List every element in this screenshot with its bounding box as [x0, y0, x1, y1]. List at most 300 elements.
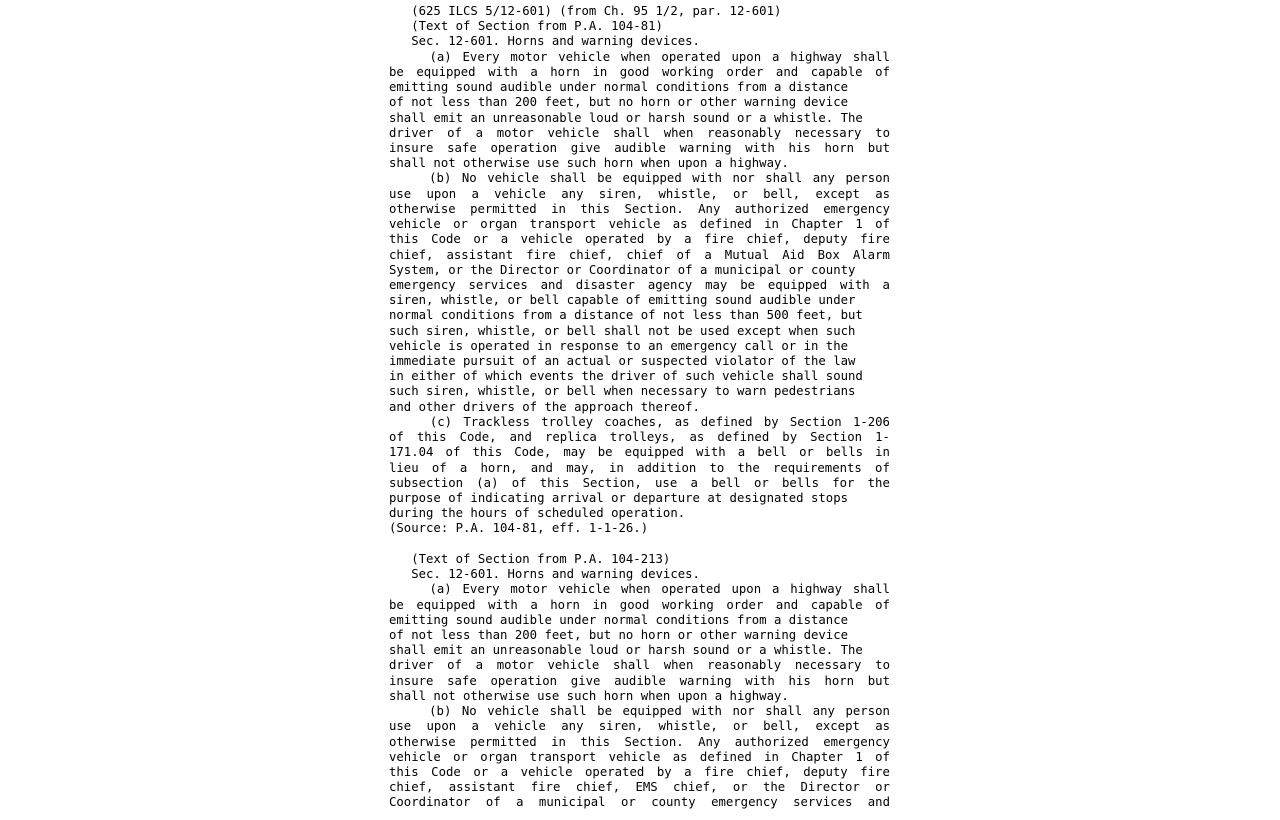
word: in: [764, 217, 779, 232]
body-line: [389, 704, 890, 719]
word: to: [709, 460, 725, 475]
word: Coordinator: [389, 795, 471, 810]
body-line: [389, 217, 890, 232]
word: of: [875, 217, 890, 232]
word: a: [737, 445, 746, 460]
word: upon: [731, 49, 762, 64]
word: be: [597, 704, 612, 719]
word: a: [882, 277, 890, 292]
word: municipal: [538, 795, 606, 810]
word: reasonably: [707, 658, 782, 673]
word: No: [461, 171, 477, 186]
word: agency: [647, 277, 693, 292]
word: with: [840, 277, 870, 292]
body-line: in either of which events the driver of such vehicle shall sound: [389, 369, 863, 384]
word: of: [875, 64, 890, 79]
word: as: [875, 186, 890, 201]
word: Code: [431, 232, 461, 247]
word: insure: [389, 140, 434, 155]
word: the: [762, 780, 786, 795]
word: vehicle: [389, 749, 441, 764]
word: a: [459, 460, 468, 475]
word: use: [389, 719, 412, 734]
word: audible: [614, 673, 666, 688]
word: in: [592, 64, 608, 79]
word: in: [551, 734, 566, 749]
body-line: [389, 461, 890, 476]
word: defined: [699, 749, 752, 764]
word: equipped: [416, 64, 476, 79]
word: any: [812, 704, 835, 719]
word: equipped: [767, 277, 828, 292]
word: vehicle: [487, 171, 540, 186]
word: chief: [626, 247, 664, 262]
body-line: siren, whistle, or bell capable of emitting sound audible under: [389, 293, 856, 308]
word: services: [793, 795, 853, 810]
body-line: emitting sound audible under normal conditions from a distance: [389, 612, 849, 627]
word: organ: [480, 749, 518, 764]
word: or: [453, 749, 468, 764]
word: this: [539, 475, 570, 490]
body-line: [389, 50, 890, 65]
word: with: [692, 171, 722, 186]
word: as: [672, 749, 688, 764]
word: or: [473, 764, 489, 779]
word: as: [689, 430, 705, 445]
body-line: [389, 765, 890, 780]
word: of: [511, 475, 527, 490]
word: fire: [704, 232, 734, 247]
word: horn: [550, 597, 580, 612]
word: emergency: [711, 795, 778, 810]
word: coaches,: [604, 414, 664, 429]
word: or: [620, 795, 636, 810]
word: in: [592, 597, 608, 612]
word: vehicle: [558, 49, 611, 64]
word: of: [676, 247, 692, 262]
word: this: [389, 764, 419, 779]
word: necessary: [794, 658, 862, 673]
word: the: [867, 475, 890, 490]
word: 1-206: [852, 414, 890, 429]
line-indent: [389, 704, 419, 719]
word: with: [696, 445, 726, 460]
body-line: [389, 795, 890, 810]
word: shall: [613, 125, 651, 140]
word: No: [461, 704, 477, 719]
word: this: [389, 232, 419, 247]
word: in: [875, 445, 890, 460]
word: bells: [781, 475, 819, 490]
word: and: [509, 430, 532, 445]
word: capable: [810, 597, 863, 612]
body-line: of not less than 200 feet, but no horn or other warning device: [389, 627, 849, 642]
word: fire: [530, 780, 561, 795]
word: his: [788, 673, 811, 688]
word: may: [563, 445, 586, 460]
word: this: [580, 734, 611, 749]
word: shall: [613, 658, 651, 673]
word: with: [488, 64, 518, 79]
word: Section: [810, 430, 862, 445]
body-line: [389, 780, 890, 795]
word: shall: [852, 49, 890, 64]
body-line: [389, 658, 890, 673]
word: in: [764, 749, 779, 764]
word: be: [389, 64, 404, 79]
body-line: shall emit an unreasonable loud or harsh sound or a whistle. The: [389, 110, 863, 125]
body-line: [389, 232, 890, 247]
word: Every: [462, 49, 500, 64]
word: Trackless: [463, 414, 530, 429]
word: with: [692, 704, 722, 719]
word: by: [782, 430, 798, 445]
word: a: [471, 719, 479, 734]
word: or: [799, 445, 814, 460]
word: assistant: [448, 780, 516, 795]
word: siren,: [598, 719, 644, 734]
word: but: [867, 673, 890, 688]
body-line: shall not otherwise use such horn when upon a highway.: [389, 156, 789, 171]
word: EMS: [635, 780, 658, 795]
word: Code,: [459, 430, 497, 445]
word: motor: [496, 658, 534, 673]
word: county: [651, 795, 696, 810]
word: a: [500, 764, 509, 779]
word: in: [609, 460, 624, 475]
word: with: [488, 597, 518, 612]
word: a: [704, 247, 712, 262]
word: disaster: [575, 277, 635, 292]
word: except: [815, 186, 860, 201]
body-line: immediate pursuit of an actual or suspected violator of the law: [389, 354, 856, 369]
word: lieu: [389, 460, 419, 475]
word: horn: [550, 64, 580, 79]
word: trolleys,: [609, 430, 677, 445]
body-line: [389, 476, 890, 491]
word: a: [530, 64, 538, 79]
body-line: [389, 430, 890, 445]
word: of: [431, 460, 447, 475]
word: trolley: [541, 414, 594, 429]
word: and: [530, 460, 553, 475]
word: capable: [810, 64, 863, 79]
word: when: [663, 125, 694, 140]
body-line: shall emit an unreasonable loud or harsh sound or a whistle. The: [389, 643, 863, 658]
word: 1: [855, 217, 863, 232]
word: Chapter: [791, 217, 844, 232]
word: necessary: [794, 125, 862, 140]
word: shall: [765, 171, 803, 186]
word: a: [471, 186, 479, 201]
word: chief,: [389, 780, 434, 795]
word: vehicle: [494, 719, 546, 734]
word: emergency: [823, 734, 890, 749]
word: or: [875, 780, 890, 795]
word: Section,: [582, 475, 642, 490]
word: operation: [490, 140, 558, 155]
word: a: [684, 232, 692, 247]
word: warning: [679, 673, 732, 688]
word: to: [875, 125, 890, 140]
text-of-section-note: (Text of Section from P.A. 104-213): [389, 551, 671, 566]
word: in: [551, 201, 566, 216]
word: when: [620, 49, 651, 64]
body-line: [389, 735, 890, 750]
word: Any: [698, 734, 721, 749]
word: permitted: [470, 734, 537, 749]
word: fire: [704, 764, 734, 779]
word: operated: [585, 232, 645, 247]
word: and: [867, 795, 890, 810]
word: reasonably: [707, 125, 782, 140]
word: this: [472, 445, 503, 460]
word: bell,: [763, 719, 801, 734]
word: be: [389, 597, 404, 612]
word: (c): [429, 414, 453, 429]
word: replica: [544, 430, 597, 445]
word: use: [655, 475, 678, 490]
word: chief,: [568, 247, 614, 262]
body-line: shall not otherwise use such horn when upon a highway.: [389, 688, 789, 703]
word: upon: [731, 582, 762, 597]
word: a: [500, 232, 509, 247]
word: permitted: [470, 201, 537, 216]
body-line: [389, 65, 890, 80]
word: as: [875, 719, 890, 734]
word: be: [597, 171, 612, 186]
word: upon: [426, 186, 457, 201]
word: vehicle: [389, 217, 441, 232]
word: and: [775, 597, 799, 612]
body-line: [389, 445, 890, 460]
line-indent: [389, 415, 419, 430]
word: with: [745, 673, 775, 688]
body-line: such siren, whistle, or bell when necessary to warn pedestrians: [389, 384, 856, 399]
word: driver: [389, 125, 434, 140]
word: give: [570, 673, 601, 688]
word: horn: [824, 673, 855, 688]
word: of: [447, 658, 462, 673]
word: chief,: [673, 780, 718, 795]
word: operated: [661, 49, 721, 64]
word: order: [726, 64, 764, 79]
word: Chapter: [791, 749, 844, 764]
word: for: [832, 475, 855, 490]
word: of: [485, 795, 501, 810]
word: highway: [790, 49, 843, 64]
word: vehicle: [608, 217, 661, 232]
word: warning: [679, 140, 732, 155]
word: safe: [447, 140, 477, 155]
word: bell,: [763, 186, 801, 201]
word: a: [684, 764, 692, 779]
blank-line: [389, 537, 890, 552]
word: or: [733, 186, 748, 201]
word: by: [763, 414, 779, 429]
word: his: [788, 140, 811, 155]
word: vehicle: [608, 749, 661, 764]
word: a: [475, 658, 484, 673]
word: Aid: [782, 247, 805, 262]
word: vehicle: [558, 582, 611, 597]
word: a: [771, 49, 780, 64]
body-line: [389, 248, 890, 263]
word: (a): [429, 582, 452, 597]
word: as: [674, 414, 690, 429]
word: (b): [429, 171, 452, 186]
text-of-section-note: (Text of Section from P.A. 104-81): [389, 19, 663, 34]
word: bells: [826, 445, 864, 460]
word: this: [580, 201, 611, 216]
body-line: [389, 674, 890, 689]
word: to: [875, 658, 890, 673]
word: shall: [852, 582, 890, 597]
word: upon: [426, 719, 457, 734]
word: or: [733, 719, 748, 734]
word: Every: [462, 582, 500, 597]
word: but: [867, 140, 890, 155]
word: chief,: [746, 232, 791, 247]
word: whistle,: [658, 719, 718, 734]
word: person: [845, 171, 890, 186]
word: safe: [447, 673, 477, 688]
word: motor: [510, 49, 548, 64]
word: defined: [700, 414, 753, 429]
word: Director: [800, 780, 860, 795]
body-line: [389, 719, 890, 734]
statute-text-page: [389, 4, 890, 811]
word: Section.: [624, 201, 684, 216]
word: transport: [529, 217, 597, 232]
word: motor: [496, 125, 534, 140]
word: vehicle: [547, 125, 600, 140]
word: equipped: [624, 445, 684, 460]
section-heading: Sec. 12-601. Horns and warning devices.: [389, 567, 700, 582]
word: with: [745, 140, 775, 155]
body-line: normal conditions from a distance of not less than 500 feet, but: [389, 308, 863, 323]
word: highway: [790, 582, 843, 597]
word: except: [815, 719, 860, 734]
body-line: vehicle is operated in response to an emergency call or in the: [389, 338, 849, 353]
line-indent: [389, 171, 419, 186]
word: vehicle: [547, 658, 600, 673]
body-line: [389, 141, 890, 156]
word: operated: [661, 582, 721, 597]
word: any: [812, 171, 835, 186]
word: Box: [817, 247, 840, 262]
word: (b): [429, 704, 452, 719]
word: a: [516, 795, 524, 810]
word: vehicle: [487, 704, 540, 719]
word: a: [771, 582, 780, 597]
word: by: [656, 232, 672, 247]
word: good: [619, 64, 650, 79]
word: emergency: [823, 201, 890, 216]
word: horn: [824, 140, 855, 155]
body-line: during the hours of scheduled operation.: [389, 506, 686, 521]
word: be: [597, 445, 613, 460]
word: this: [416, 430, 447, 445]
word: use: [389, 186, 412, 201]
word: of: [875, 460, 890, 475]
word: deputy: [803, 232, 848, 247]
body-line: [389, 171, 890, 186]
word: services: [468, 277, 528, 292]
word: chief,: [575, 780, 621, 795]
word: any: [561, 186, 584, 201]
word: bell: [711, 475, 741, 490]
word: Mutual: [724, 247, 770, 262]
word: person: [845, 704, 890, 719]
word: fire: [860, 232, 890, 247]
word: operated: [585, 764, 645, 779]
word: working: [661, 597, 714, 612]
word: equipped: [622, 171, 682, 186]
word: authorized: [734, 734, 809, 749]
word: or: [453, 217, 468, 232]
word: subsection: [389, 475, 464, 490]
word: vehicle: [494, 186, 546, 201]
word: may: [705, 277, 728, 292]
word: order: [726, 597, 764, 612]
word: addition: [637, 460, 697, 475]
word: (a): [429, 49, 452, 64]
word: whistle,: [658, 186, 718, 201]
line-indent: [389, 582, 419, 597]
citation-line: (625 ILCS 5/12-601) (from Ch. 95 1/2, par. 12-601): [389, 4, 782, 18]
word: horn,: [480, 460, 518, 475]
word: by: [656, 764, 672, 779]
word: siren,: [598, 186, 644, 201]
body-line: System, or the Director or Coordinator of a municipal or county: [389, 262, 856, 277]
word: a: [690, 475, 698, 490]
source-line: (Source: P.A. 104-81, eff. 1-1-26.): [389, 521, 649, 536]
word: of: [875, 749, 890, 764]
word: may,: [566, 460, 596, 475]
body-line: emitting sound audible under normal conditions from a distance: [389, 80, 849, 95]
section-heading: Sec. 12-601. Horns and warning devices.: [389, 34, 700, 49]
line-indent: [389, 50, 419, 65]
word: Section.: [624, 734, 684, 749]
body-line: such siren, whistle, or bell shall not be used except when such: [389, 323, 856, 338]
word: otherwise: [389, 734, 456, 749]
word: 171.04: [389, 445, 434, 460]
word: when: [663, 658, 694, 673]
word: working: [661, 64, 714, 79]
word: of: [447, 125, 462, 140]
word: a: [475, 125, 484, 140]
word: assistant: [446, 247, 514, 262]
word: as: [672, 217, 688, 232]
word: fire: [860, 764, 890, 779]
body-line: [389, 202, 890, 217]
word: vehicle: [520, 232, 573, 247]
body-line: [389, 598, 890, 613]
body-line: [389, 126, 890, 141]
word: 1-: [875, 430, 890, 445]
word: otherwise: [389, 201, 456, 216]
word: and: [775, 64, 799, 79]
word: shall: [549, 171, 587, 186]
word: of: [445, 445, 461, 460]
word: fire: [526, 247, 556, 262]
word: or: [732, 780, 748, 795]
word: good: [619, 597, 650, 612]
word: or: [753, 475, 769, 490]
word: insure: [389, 673, 434, 688]
word: motor: [510, 582, 548, 597]
